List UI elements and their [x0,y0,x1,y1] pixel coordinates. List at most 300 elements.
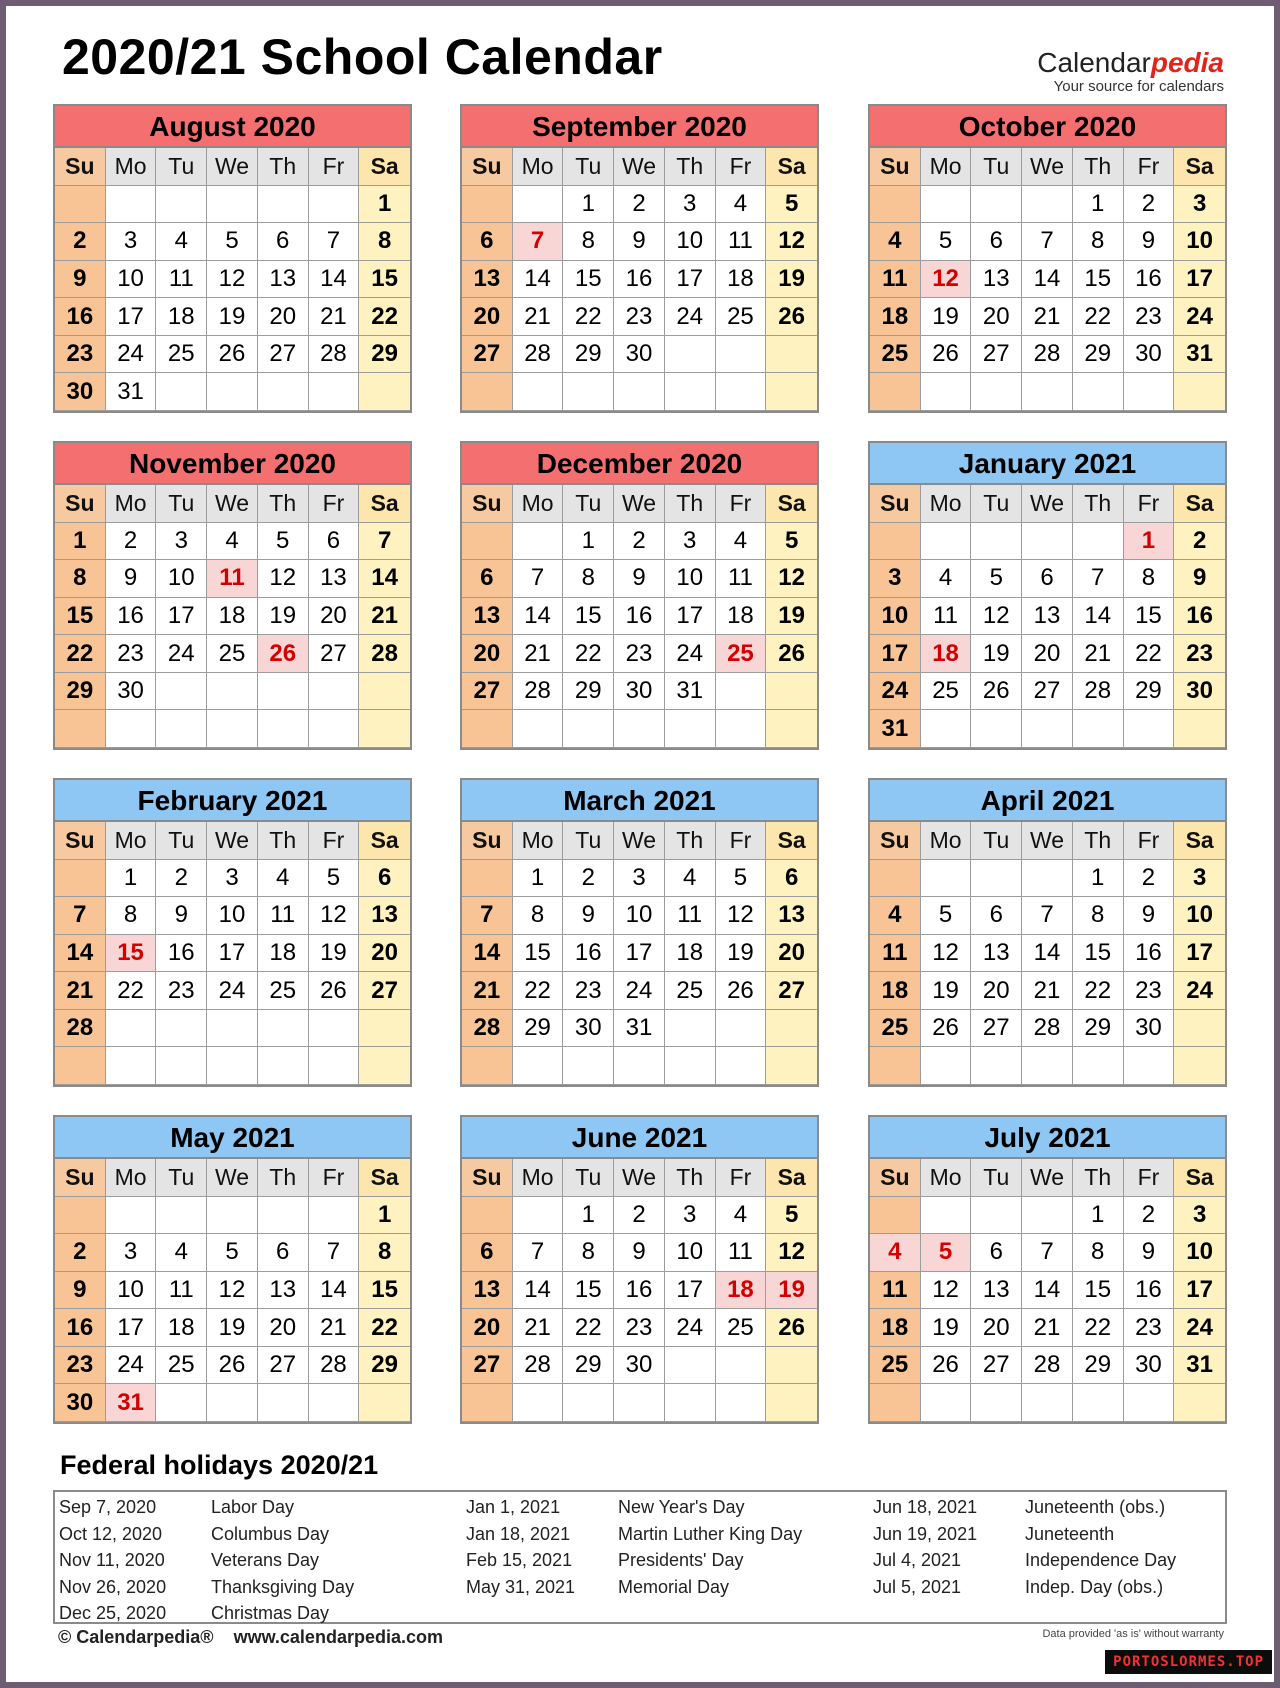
day-cell: 6 [258,223,309,261]
weekday-header: Su [55,148,106,186]
day-cell: 14 [1022,935,1073,973]
empty-day-cell [156,373,207,411]
day-cell: 11 [921,598,972,636]
day-cell: 20 [971,972,1022,1010]
holiday-date: Jul 4, 2021 [873,1550,962,1570]
empty-day-cell [971,710,1022,748]
weekday-header: Sa [1174,148,1225,186]
day-cell: 23 [55,336,106,374]
empty-day-cell [971,373,1022,411]
empty-day-cell [258,1010,309,1048]
month-calendar [53,1115,412,1424]
day-cell: 30 [1124,336,1175,374]
day-cell: 8 [1073,897,1124,935]
empty-day-cell [207,373,258,411]
holiday-name: Columbus Day [211,1523,330,1544]
day-cell: 6 [359,860,410,898]
day-cell: 3 [156,523,207,561]
empty-day-cell [870,523,921,561]
empty-day-cell [614,710,665,748]
empty-day-cell [870,1197,921,1235]
day-cell: 29 [359,336,410,374]
day-cell: 7 [309,223,360,261]
empty-day-cell [258,710,309,748]
holiday-day-cell: 5 [921,1234,972,1272]
day-cell: 21 [1022,1309,1073,1347]
day-cell: 27 [1022,673,1073,711]
day-cell: 25 [665,972,716,1010]
month-title: April 2021 [870,780,1225,822]
day-cell: 23 [614,635,665,673]
empty-day-cell [462,373,513,411]
day-cell: 28 [513,1347,564,1385]
empty-day-cell [766,373,817,411]
day-cell: 13 [766,897,817,935]
empty-day-cell [462,860,513,898]
empty-day-cell [563,710,614,748]
empty-day-cell [1073,373,1124,411]
day-cell: 10 [870,598,921,636]
day-cell: 1 [55,523,106,561]
day-cell: 10 [665,560,716,598]
day-cell: 15 [563,1272,614,1310]
month-day-grid [55,148,410,411]
holiday-day-cell: 19 [766,1272,817,1310]
weekday-header: We [207,1159,258,1197]
empty-day-cell [156,673,207,711]
holiday-name: Memorial Day [618,1576,730,1597]
day-cell: 3 [1174,1197,1225,1235]
day-cell: 14 [1073,598,1124,636]
empty-day-cell [513,186,564,224]
holiday-name: Christmas Day [211,1603,330,1623]
day-cell: 7 [513,560,564,598]
day-cell: 17 [665,598,716,636]
day-cell: 27 [309,635,360,673]
day-cell: 21 [513,635,564,673]
day-cell: 4 [258,860,309,898]
holiday-name: Juneteenth (obs.) [1025,1497,1166,1517]
day-cell: 21 [55,972,106,1010]
day-cell: 31 [1174,1347,1225,1385]
day-cell: 31 [665,673,716,711]
weekday-header: Th [1073,822,1124,860]
day-cell: 29 [1124,673,1175,711]
day-cell: 9 [1124,897,1175,935]
day-cell: 27 [462,1347,513,1385]
federal-holiday-row [59,1494,439,1521]
day-cell: 14 [462,935,513,973]
day-cell: 22 [359,1309,410,1347]
empty-day-cell [1124,1384,1175,1422]
day-cell: 2 [1124,186,1175,224]
empty-day-cell [665,1347,716,1385]
day-cell: 8 [1073,1234,1124,1272]
day-cell: 24 [1174,298,1225,336]
empty-day-cell [1022,373,1073,411]
empty-day-cell [1174,373,1225,411]
weekday-header: We [614,148,665,186]
empty-day-cell [971,523,1022,561]
day-cell: 6 [462,223,513,261]
day-cell: 14 [513,261,564,299]
holiday-date: Jul 5, 2021 [873,1576,962,1597]
day-cell: 23 [614,298,665,336]
day-cell: 10 [207,897,258,935]
holiday-date: Oct 12, 2020 [59,1523,163,1544]
empty-day-cell [716,1347,767,1385]
empty-day-cell [258,373,309,411]
day-cell: 22 [1124,635,1175,673]
day-cell: 25 [870,1347,921,1385]
day-cell: 5 [309,860,360,898]
weekday-header: Sa [766,1159,817,1197]
day-cell: 6 [462,1234,513,1272]
day-cell: 17 [665,261,716,299]
empty-day-cell [156,1047,207,1085]
weekday-header: Th [1073,1159,1124,1197]
day-cell: 2 [156,860,207,898]
day-cell: 10 [1174,223,1225,261]
empty-day-cell [359,373,410,411]
page-title: 2020/21 School Calendar [62,29,663,85]
month-title: September 2020 [462,106,817,148]
empty-day-cell [614,373,665,411]
day-cell: 30 [55,1384,106,1422]
weekday-header: Tu [563,148,614,186]
day-cell: 17 [106,298,157,336]
month-calendar [868,104,1227,413]
empty-day-cell [1174,710,1225,748]
empty-day-cell [766,673,817,711]
empty-day-cell [462,710,513,748]
empty-day-cell [971,860,1022,898]
day-cell: 22 [563,298,614,336]
day-cell: 1 [563,523,614,561]
day-cell: 21 [309,298,360,336]
day-cell: 18 [258,935,309,973]
holiday-date: Jan 1, 2021 [466,1497,561,1517]
day-cell: 4 [716,186,767,224]
day-cell: 14 [1022,1272,1073,1310]
empty-day-cell [462,1384,513,1422]
day-cell: 4 [156,1234,207,1272]
day-cell: 4 [207,523,258,561]
weekday-header: Mo [921,822,972,860]
empty-day-cell [766,1010,817,1048]
empty-day-cell [156,1384,207,1422]
day-cell: 30 [1124,1010,1175,1048]
day-cell: 25 [716,1309,767,1347]
weekday-header: Su [55,485,106,523]
holiday-name: Labor Day [211,1497,295,1517]
empty-day-cell [156,1010,207,1048]
empty-day-cell [1124,710,1175,748]
empty-day-cell [665,1010,716,1048]
weekday-header: We [1022,822,1073,860]
weekday-header: Sa [1174,1159,1225,1197]
day-cell: 11 [156,1272,207,1310]
day-cell: 28 [1022,1010,1073,1048]
holiday-day-cell: 18 [921,635,972,673]
month-calendar [53,441,412,750]
empty-day-cell [971,1047,1022,1085]
day-cell: 27 [971,1010,1022,1048]
federal-holidays-column [59,1494,439,1627]
day-cell: 25 [156,1347,207,1385]
day-cell: 20 [309,598,360,636]
brand-logo[interactable] [1037,48,1224,95]
day-cell: 9 [614,560,665,598]
weekday-header: Mo [106,148,157,186]
day-cell: 18 [716,261,767,299]
empty-day-cell [156,186,207,224]
holiday-day-cell: 31 [106,1384,157,1422]
day-cell: 12 [766,1234,817,1272]
weekday-header: Su [55,1159,106,1197]
weekday-header: Th [665,1159,716,1197]
holiday-day-cell: 11 [207,560,258,598]
empty-day-cell [106,1197,157,1235]
empty-day-cell [921,373,972,411]
federal-holiday-row [873,1574,1253,1601]
month-day-grid [462,1159,817,1422]
day-cell: 30 [1174,673,1225,711]
day-cell: 14 [309,261,360,299]
empty-day-cell [258,1047,309,1085]
day-cell: 20 [971,1309,1022,1347]
day-cell: 9 [1174,560,1225,598]
holiday-name: Juneteenth [1025,1523,1115,1544]
weekday-header: Mo [513,485,564,523]
day-cell: 25 [870,1010,921,1048]
weekday-header: Th [665,148,716,186]
day-cell: 19 [921,972,972,1010]
empty-day-cell [258,673,309,711]
empty-day-cell [1022,186,1073,224]
weekday-header: Th [258,1159,309,1197]
holiday-date: Nov 26, 2020 [59,1576,167,1597]
weekday-header: Mo [513,1159,564,1197]
day-cell: 27 [766,972,817,1010]
federal-holiday-row [466,1521,846,1548]
empty-day-cell [716,1010,767,1048]
empty-day-cell [55,186,106,224]
weekday-header: Th [665,485,716,523]
weekday-header: Tu [971,822,1022,860]
empty-day-cell [359,1384,410,1422]
empty-day-cell [921,523,972,561]
day-cell: 20 [462,635,513,673]
day-cell: 18 [870,298,921,336]
day-cell: 26 [921,1347,972,1385]
holiday-date: Sep 7, 2020 [59,1497,157,1517]
day-cell: 26 [921,1010,972,1048]
day-cell: 20 [971,298,1022,336]
weekday-header: We [614,485,665,523]
day-cell: 11 [870,1272,921,1310]
day-cell: 9 [156,897,207,935]
brand-name-accent: pedia [1150,47,1224,78]
holiday-day-cell: 26 [258,635,309,673]
weekday-header: Su [870,485,921,523]
empty-day-cell [55,1197,106,1235]
day-cell: 6 [258,1234,309,1272]
day-cell: 5 [766,186,817,224]
empty-day-cell [106,1047,157,1085]
day-cell: 13 [462,598,513,636]
day-cell: 12 [258,560,309,598]
day-cell: 7 [513,1234,564,1272]
weekday-header: Tu [156,485,207,523]
day-cell: 25 [258,972,309,1010]
day-cell: 3 [665,1197,716,1235]
day-cell: 16 [156,935,207,973]
empty-day-cell [1174,1047,1225,1085]
day-cell: 12 [766,560,817,598]
empty-day-cell [1124,373,1175,411]
day-cell: 11 [716,1234,767,1272]
month-day-grid [55,485,410,748]
empty-day-cell [563,1047,614,1085]
federal-holiday-row [59,1600,439,1627]
footer-url-link[interactable]: www.calendarpedia.com [233,1627,443,1647]
day-cell: 13 [258,1272,309,1310]
day-cell: 15 [1073,1272,1124,1310]
day-cell: 24 [665,635,716,673]
month-title: May 2021 [55,1117,410,1159]
day-cell: 28 [1022,336,1073,374]
empty-day-cell [716,1384,767,1422]
holiday-date: Jun 19, 2021 [873,1523,978,1544]
day-cell: 4 [665,860,716,898]
empty-day-cell [55,710,106,748]
day-cell: 1 [1073,1197,1124,1235]
day-cell: 18 [870,972,921,1010]
day-cell: 8 [563,560,614,598]
empty-day-cell [870,1384,921,1422]
day-cell: 26 [766,635,817,673]
weekday-header: Fr [309,822,360,860]
empty-day-cell [359,1047,410,1085]
holiday-day-cell: 4 [870,1234,921,1272]
day-cell: 18 [665,935,716,973]
day-cell: 7 [1022,223,1073,261]
weekday-header: Fr [716,1159,767,1197]
day-cell: 27 [971,336,1022,374]
day-cell: 29 [513,1010,564,1048]
day-cell: 28 [309,336,360,374]
day-cell: 9 [106,560,157,598]
month-title: December 2020 [462,443,817,485]
day-cell: 19 [971,635,1022,673]
empty-day-cell [716,373,767,411]
month-title: January 2021 [870,443,1225,485]
day-cell: 2 [55,1234,106,1272]
month-day-grid [870,1159,1225,1422]
holiday-date: Dec 25, 2020 [59,1603,167,1623]
empty-day-cell [665,1047,716,1085]
day-cell: 31 [870,710,921,748]
empty-day-cell [513,1197,564,1235]
day-cell: 21 [462,972,513,1010]
day-cell: 22 [55,635,106,673]
empty-day-cell [207,710,258,748]
weekday-header: Sa [1174,822,1225,860]
day-cell: 17 [1174,1272,1225,1310]
day-cell: 4 [870,223,921,261]
empty-day-cell [614,1047,665,1085]
day-cell: 8 [1073,223,1124,261]
empty-day-cell [766,1347,817,1385]
day-cell: 15 [1124,598,1175,636]
day-cell: 22 [1073,1309,1124,1347]
day-cell: 24 [106,336,157,374]
day-cell: 6 [971,223,1022,261]
empty-day-cell [716,673,767,711]
day-cell: 4 [156,223,207,261]
day-cell: 6 [971,1234,1022,1272]
day-cell: 18 [870,1309,921,1347]
day-cell: 21 [513,1309,564,1347]
day-cell: 18 [207,598,258,636]
day-cell: 5 [766,523,817,561]
weekday-header: Su [870,1159,921,1197]
weekday-header: Tu [156,148,207,186]
day-cell: 16 [1174,598,1225,636]
day-cell: 31 [106,373,157,411]
empty-day-cell [921,1384,972,1422]
weekday-header: Sa [359,148,410,186]
empty-day-cell [921,1047,972,1085]
day-cell: 21 [309,1309,360,1347]
month-day-grid [870,148,1225,411]
month-title: November 2020 [55,443,410,485]
day-cell: 21 [359,598,410,636]
day-cell: 31 [1174,336,1225,374]
day-cell: 13 [971,261,1022,299]
month-day-grid [55,1159,410,1422]
federal-holidays-column [873,1494,1253,1600]
day-cell: 8 [563,223,614,261]
empty-day-cell [563,1384,614,1422]
day-cell: 8 [1124,560,1175,598]
weekday-header: Su [462,485,513,523]
day-cell: 9 [563,897,614,935]
day-cell: 24 [156,635,207,673]
day-cell: 2 [1124,860,1175,898]
federal-holiday-row [873,1494,1253,1521]
weekday-header: Th [1073,148,1124,186]
day-cell: 13 [971,1272,1022,1310]
weekday-header: Tu [156,1159,207,1197]
month-calendar [460,1115,819,1424]
day-cell: 22 [359,298,410,336]
empty-day-cell [462,1047,513,1085]
weekday-header: We [207,148,258,186]
empty-day-cell [513,523,564,561]
federal-holidays-title: Federal holidays 2020/21 [60,1450,379,1480]
empty-day-cell [207,186,258,224]
weekday-header: Fr [716,485,767,523]
empty-day-cell [665,1384,716,1422]
month-calendar [868,1115,1227,1424]
weekday-header: Su [462,148,513,186]
day-cell: 2 [614,186,665,224]
day-cell: 19 [921,1309,972,1347]
empty-day-cell [309,1197,360,1235]
day-cell: 30 [55,373,106,411]
